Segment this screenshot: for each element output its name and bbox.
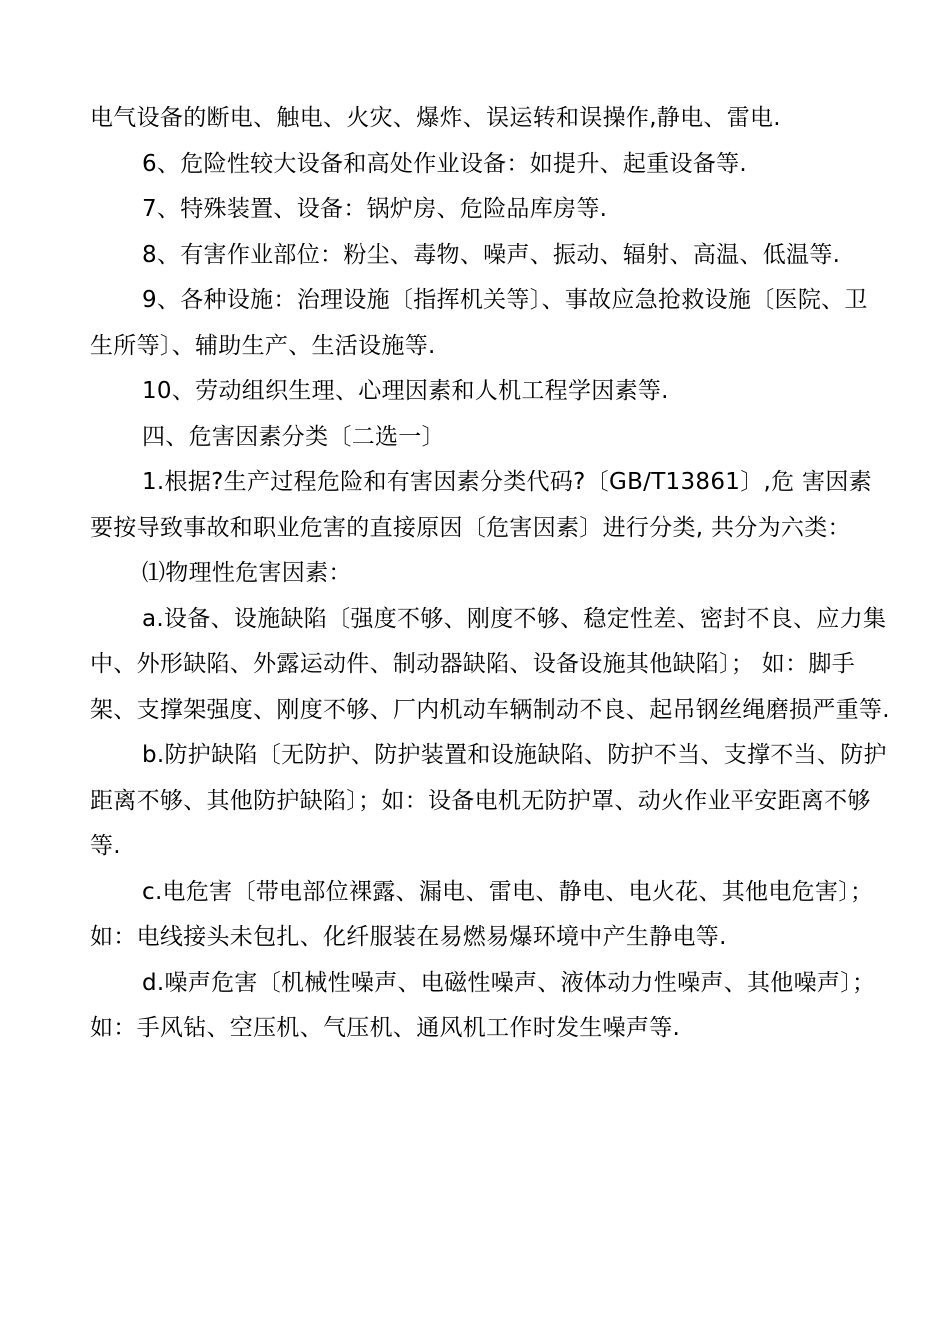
- paragraph-item-9: 9、各种设施：治理设施〔指挥机关等〕、事故应急抢救设施〔医院、卫生所等〕、辅助生产、生活设施等.: [90, 287, 868, 359]
- paragraph-classification-basis: 1.根据?生产过程危险和有害因素分类代码?〔GB/T13861〕,危 害因素要按导致事故和职业危害的直接原因〔危害因素〕进行分类, 共分为六类：: [90, 469, 872, 541]
- document-body: [90, 96, 890, 1052]
- subheading-physical-hazards: ⑴物理性危害因素：: [142, 560, 352, 586]
- paragraph-item-c: c.电危害〔带电部位裸露、漏电、雷电、静电、电火花、其他电危害〕；如：电线接头未包扎、化纤服装在易燃易爆环境中产生静电等.: [90, 878, 874, 950]
- paragraph-item-8: 8、有害作业部位：粉尘、毒物、噪声、振动、辐射、高温、低温等.: [142, 241, 841, 268]
- paragraph-continuation: 电气设备的断电、触电、火灾、爆炸、误运转和误操作,静电、雷电.: [90, 105, 781, 131]
- section-heading-4: 四、危害因素分类〔二选一〕: [142, 423, 445, 450]
- paragraph-item-b: b.防护缺陷〔无防护、防护装置和设施缺陷、防护不当、支撑不当、防护距离不够、其他防护缺陷〕；如：设备电机无防护罩、动火作业平安距离不够等.: [90, 742, 887, 859]
- paragraph-item-d: d.噪声危害〔机械性噪声、电磁性噪声、液体动力性噪声、其他噪声〕；如：手风钻、空压机、气压机、通风机工作时发生噪声等.: [90, 969, 876, 1041]
- paragraph-item-a: a.设备、设施缺陷〔强度不够、刚度不够、稳定性差、密封不良、应力集中、外形缺陷、外露运动件、制动器缺陷、设备设施其他缺陷〕； 如：脚手架、支撑架强度、刚度不够、厂内机动车辆制动不良、起吊钢丝绳磨损严重等.: [90, 605, 890, 723]
- paragraph-item-7: 7、特殊装置、设备：锅炉房、危险品库房等.: [142, 196, 608, 222]
- paragraph-item-6: 6、危险性较大设备和高处作业设备：如提升、起重设备等.: [142, 150, 748, 177]
- paragraph-item-10: 10、劳动组织生理、心理因素和人机工程学因素等.: [142, 378, 669, 404]
